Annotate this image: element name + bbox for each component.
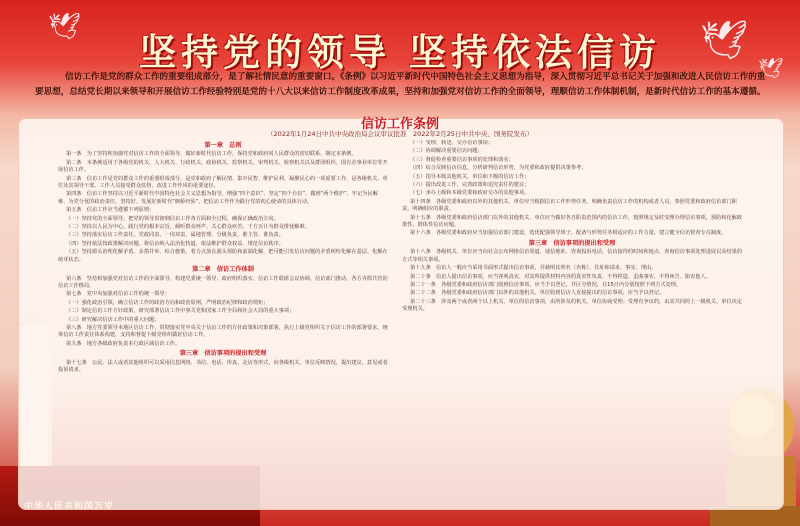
article-text: （五）指导本级其他机关、单位和下级的信访工作； [410,173,530,180]
poster-title: 坚持党的领导 坚持依法信访 [139,30,661,74]
article-text: （一）强化政治引领，确立信访工作的政治方向和政治原则，严明政治纪律和政治规矩； [66,299,269,306]
chapter-heading: 第三章 信访事项的提出和受理 [179,350,267,358]
article-text: （三）研究解决信访工作中的重大问题； [66,316,160,323]
article-text: 第九条 地方各级政府负责本行政区域信访工作。 [66,340,181,347]
dove-icon: 🕊 [700,18,749,62]
article-text: （四）坚持依法按政策解决问题。将信访纳入法治化轨道，依法维护群众权益、规范信访秩序。 [66,240,284,247]
chapter-heading: 第三章 信访事项的提出和受理 [528,239,616,247]
article-text: 第七条 党中央加强对信访工作的统一领导： [66,291,170,298]
regulation-title: 信访工作条例 [360,117,439,132]
article-text: 第十五条 各级党委和政府信访部门以外的其他机关、单位应当做好各自职责范围内的信访工作，按照规定及时受理办理信访事项，预防和化解政策性、群体性信访问题。 [402,214,742,229]
article-text: （六）提出改进工作、完善政策和追究责任的建议； [410,182,530,189]
article-text: （七）承办上级和本级党委和政府交办的其他事项。 [410,190,530,197]
article-text: 第二十一条 各级党委和政府信访部门收到信访事项，应当予以登记，并区分情况，在15日内分别按照下列方式处理。 [410,281,682,288]
article-text: 第十七条 公民、法人或者其他组织可以采用信息网络、书信、电话、传真、走访等形式，向各级机关、单位反映情况，提出建议、意见或者投诉请求。 [58,359,388,373]
article-text: 第十九条 信访人一般应当采用书面形式提出信访事项，并载明其姓名（名称）、住址和请求、事实、理由。 [410,265,657,272]
article-text: （五）坚持源头治理化解矛盾。多措并举、综合施策，着力点放在源头预防和前端化解，把可能引发信访问题的矛盾纠纷化解在基层、化解在萌芽状态。 [58,249,388,263]
article-text: （三）坚持落实信访工作责任。党政同责、一岗双责，属地管理、分级负责，谁主管、谁负责。 [66,232,284,239]
left-text-column [58,140,388,505]
article-text: （三）督促检查重要信访事项的处理和落实； [410,156,514,163]
article-text: 第二条 本条例适用于各级党的机关、人大机关、行政机关、政协机关、监察机关、审判机关、检察机关以及群团组织、国有企事业单位等开展信访工作。 [58,159,388,174]
article-text: （二）协调解决重要信访问题； [410,148,483,155]
article-text: 第一条 为了坚持和加强党对信访工作的全面领导，做好新时代信访工作，保持党和政府同人民群众的密切联系，制定本条例。 [66,151,357,158]
article-text: （一）坚持党的全面领导。把党的领导贯彻到信访工作各方面和全过程，确保正确政治方向。 [66,215,279,222]
article-text: 第六条 坚持和加强党对信访工作的全面领导，构建党委统一领导、政府组织落实、信访工作联席会议协调、信访部门推动、各方齐抓共管的信访工作格局。 [58,275,388,289]
article-text: 第十四条 各级党委和政府以外的其他机关、单位应当根据信访工作形势任务，明确负责信访工作的机构或者人员，参照党委和政府信访部门职责，明确相应的职责。 [402,198,737,213]
dove-icon: 🕊 [758,56,784,80]
article-text: 第五条 信访工作应当遵循下列原则： [66,207,155,214]
article-text: 第十六条 各级党委和政府应当加强信访部门建设，选优配强领导班子，配备与形势任务相适应的工作力量，建立健全信访督查专员制度。 [410,230,727,237]
article-text: 第四条 信访工作坚持以习近平新时代中国特色社会主义思想为指导，增强“四个意识”、坚定“四个自信”、做到“两个维护”，牢记为民解难、为党分忧的政治责任，坚持好、发展好新时代“枫桥经验”，把信访工作作为践行党的初心使命的具体行动。 [58,191,378,205]
article-text: 第八条 地方党委领导本地区信访工作，贯彻落实党中央关于信访工作的方针政策和决策部署，执行上级党组织关于信访工作的部署要求，统筹信访工作责任体系构建，支持和督促下级党组织做好信访工作。 [58,324,388,339]
right-text-column [402,140,742,505]
article-text: 第二十条 信访人提出信访事项，应当客观真实，对其所提供材料内容的真实性负责，不得捏造、歪曲事实，不得诬告、陷害他人。 [410,273,711,280]
article-text: （二）制定信访工作方针政策，研究部署信访工作中事关党和国家工作全局和社会大局的重大事项； [66,308,295,315]
article-text: （一）受理、转送、交办信访事项； [410,140,494,146]
article-text: （二）坚持以人民为中心。践行党的根本宗旨，倾听群众呼声，关心群众疾苦，千方百计为群众排忧解难。 [66,224,310,231]
dove-icon: 🕊 [48,12,82,42]
chapter-heading: 第二章 信访工作体制 [192,266,254,274]
article-text: 第三条 信访工作是党的群众工作的重要组成部分，是党和政府了解民情、集中民智、维护民利、凝聚民心的一项重要工作，是各级机关、单位及其领导干部、工作人员接受群众监督、改进工作作风的重要途径。 [58,175,388,190]
article-text: 第十八条 各级机关、单位应当向社会公布网络信访渠道、通信地址、咨询投诉电话、信访接待的时间和地点、查询信访事项处理进展以及结果的方式等相关事项。 [402,249,742,263]
article-text: （四）综合反映信访信息，分析研判信访形势，为党委和政府提供决策参考； [410,165,587,172]
regulation-note: （2022年1月24日中共中央政治局会议审议批准 2022年2月25日中共中央、国务院发布） [267,130,533,138]
intro-paragraph: 信访工作是党的群众工作的重要组成部分，是了解社情民意的重要窗口。《条例》以习近平新时代中国特色社会主义思想为指导，深入贯彻习近平总书记关于加强和改进人民信访工作的重要思想，总结党长期以来领导和开展信访工作经验特别是党的十八大以来信访工作制度改革成果，坚持和加强党对信访工作的全面领导，理顺信访工作体制机制，是新时代信访工作的基本遵循。 [35,72,766,97]
article-text: 第二十三条 涉及两个或者两个以上机关、单位的信访事项，由所涉及的机关、单位协商受理；受理有争议的，由其共同的上一级机关、单位决定受理机关。 [402,298,742,313]
chapter-heading: 第一章 总则 [204,142,242,149]
article-text: 第二十二条 各级党委和政府信访部门以外的其他机关、单位收到信访人直接提出的信访事项，应当予以登记。 [410,290,665,297]
